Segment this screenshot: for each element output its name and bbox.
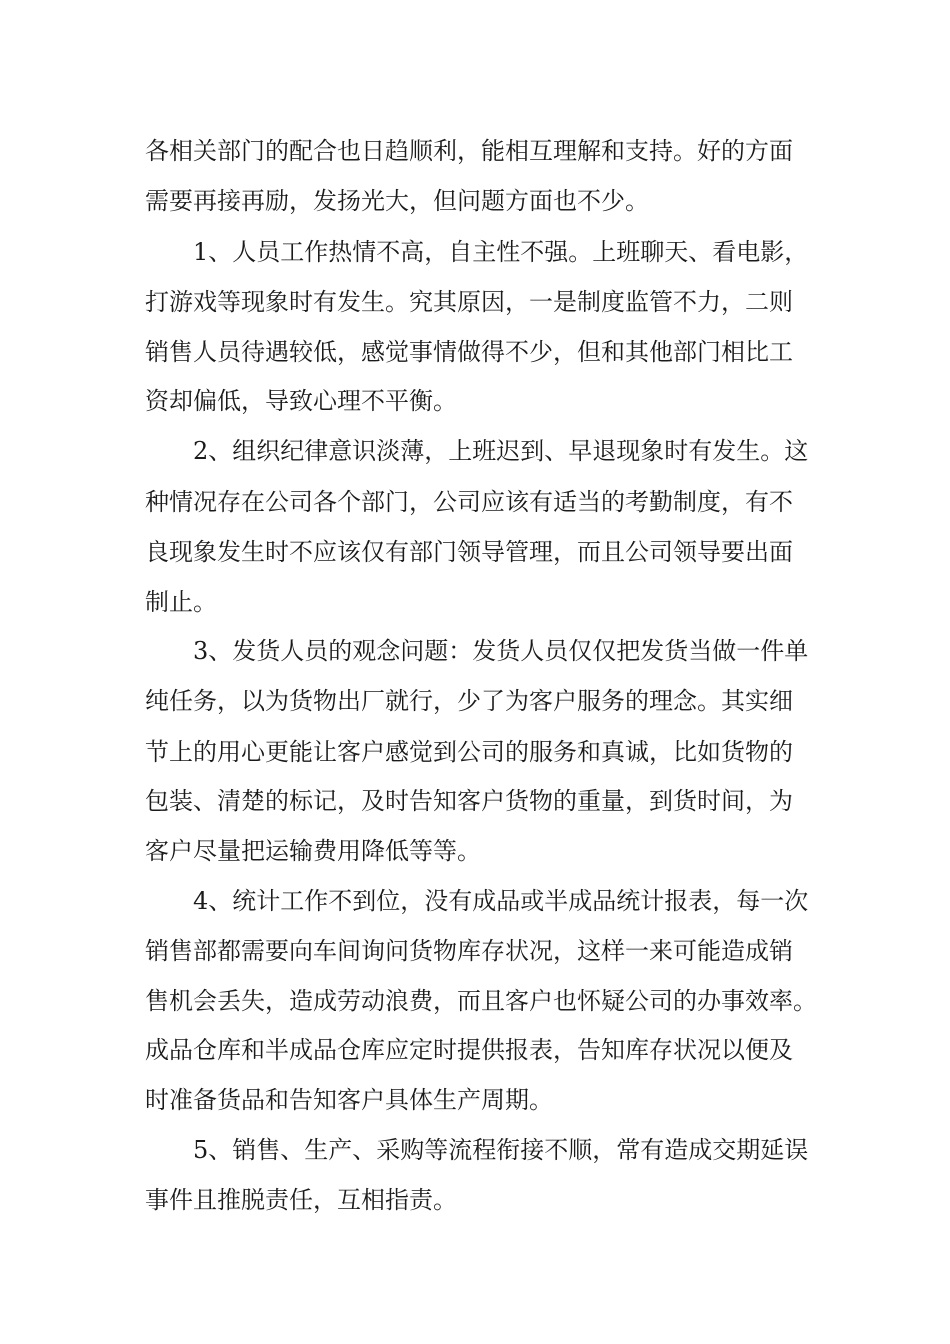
text-line: 成品仓库和半成品仓库应定时提供报表，告知库存状况以便及 — [145, 1036, 793, 1064]
text-line: 5、销售、生产、采购等流程衔接不顺，常有造成交期延误 — [193, 1136, 809, 1164]
text-line: 销售人员待遇较低，感觉事情做得不少，但和其他部门相比工 — [145, 338, 793, 366]
text-line: 节上的用心更能让客户感觉到公司的服务和真诚，比如货物的 — [145, 738, 793, 766]
text-line: 资却偏低，导致心理不平衡。 — [145, 387, 457, 415]
text-line: 2、组织纪律意识淡薄，上班迟到、早退现象时有发生。这 — [193, 437, 809, 465]
text-line: 需要再接再励，发扬光大，但问题方面也不少。 — [145, 187, 649, 215]
text-line: 种情况存在公司各个部门，公司应该有适当的考勤制度，有不 — [145, 488, 793, 516]
text-line: 销售部都需要向车间询问货物库存状况，这样一来可能造成销 — [145, 937, 793, 965]
text-line: 打游戏等现象时有发生。究其原因，一是制度监管不力，二则 — [145, 288, 793, 316]
text-line: 4、统计工作不到位，没有成品或半成品统计报表，每一次 — [193, 887, 809, 915]
text-line: 事件且推脱责任，互相指责。 — [145, 1186, 457, 1214]
text-line: 客户尽量把运输费用降低等等。 — [145, 837, 481, 865]
text-line: 时准备货品和告知客户具体生产周期。 — [145, 1086, 553, 1114]
text-line: 纯任务，以为货物出厂就行，少了为客户服务的理念。其实细 — [145, 687, 793, 715]
text-line: 各相关部门的配合也日趋顺利，能相互理解和支持。好的方面 — [145, 137, 793, 165]
text-line: 包装、清楚的标记，及时告知客户货物的重量，到货时间，为 — [145, 787, 793, 815]
text-line: 制止。 — [145, 588, 217, 616]
text-line: 3、发货人员的观念问题：发货人员仅仅把发货当做一件单 — [193, 637, 809, 665]
text-line: 1、人员工作热情不高，自主性不强。上班聊天、看电影， — [193, 238, 809, 266]
text-line: 良现象发生时不应该仅有部门领导管理，而且公司领导要出面 — [145, 538, 793, 566]
text-line: 售机会丢失，造成劳动浪费，而且客户也怀疑公司的办事效率。 — [145, 987, 817, 1015]
